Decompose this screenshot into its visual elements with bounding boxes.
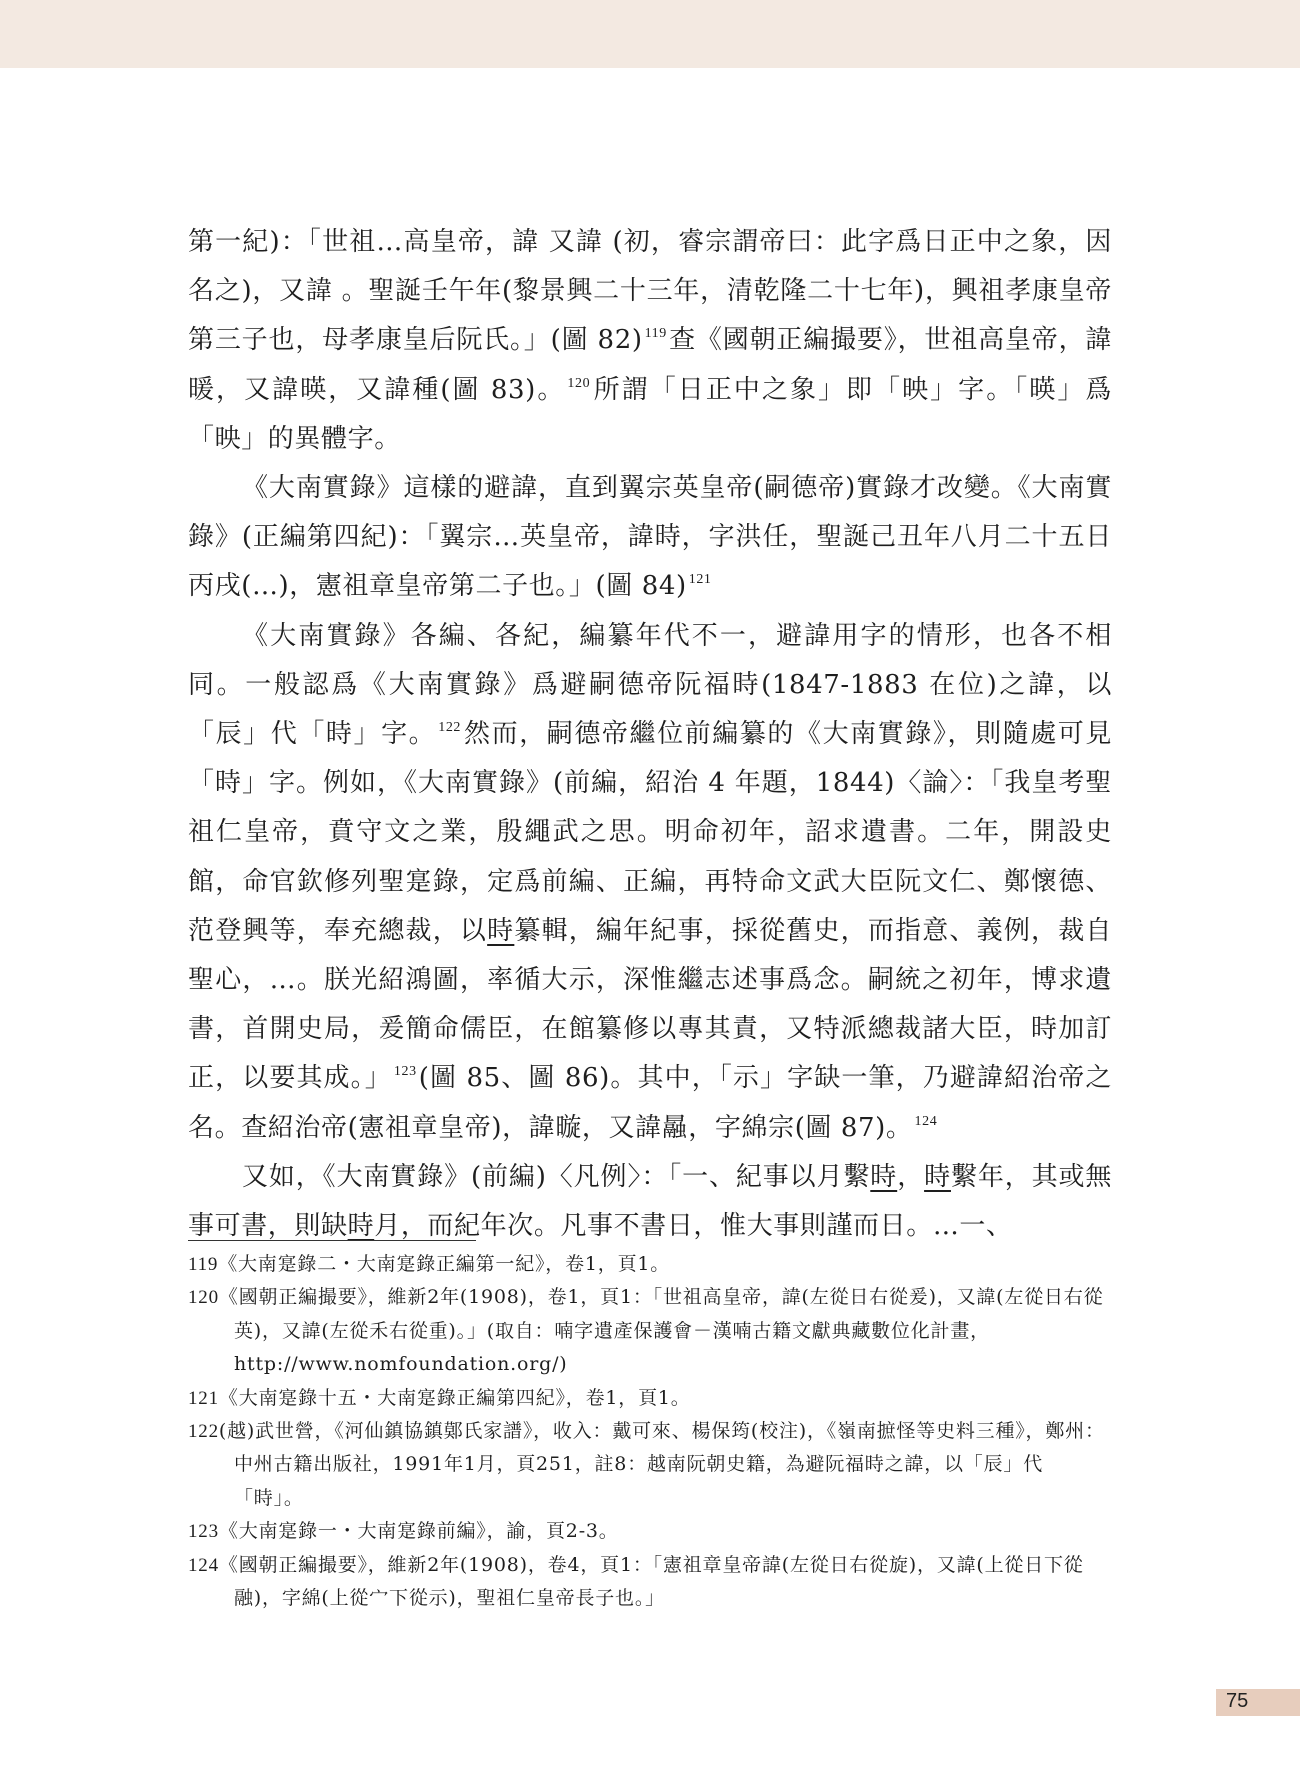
footnote-text: 《國朝正編撮要》，維新2年(1908)，卷4，頁1：「憲祖章皇帝諱(左從日右從旋)，又諱(上從日下從融)，字綿(上從宀下從示)，聖祖仁皇帝長子也。」 — [218, 1553, 1084, 1610]
footnote-ref: 122 — [438, 720, 462, 736]
underlined-char: 時 — [870, 1161, 898, 1192]
footnote-text: (越)武世營，《河仙鎮協鎮鄚氏家譜》，收入：戴可來、楊保筠(校注)，《嶺南摭怪等史料三種》，鄭州：中州古籍出版社，1991年1月，頁251，註8：越南阮朝史籍，為避阮福時之諱，以「辰」代「時」。 — [218, 1420, 1105, 1509]
footnote-124 — [188, 1549, 1112, 1616]
footnote-119 — [188, 1248, 1112, 1281]
underlined-char: 時 — [487, 915, 515, 946]
text-run: 《大南實錄》這樣的避諱，直到翼宗英皇帝(嗣德帝)實錄才改變。《大南實錄》(正編第四紀)：「翼宗…英皇帝，諱時，字洪任，聖誕己丑年八月二十五日丙戌(…)，憲祖章皇帝第二子也。」(圖 84) — [188, 473, 1112, 602]
footnotes — [188, 1248, 1112, 1615]
top-header-band — [0, 0, 1300, 68]
footnote-divider — [188, 1240, 476, 1241]
footnote-number: 124 — [188, 1554, 219, 1576]
page-number: 75 — [1226, 1690, 1249, 1712]
footnote-123 — [188, 1515, 1112, 1548]
text-run: 所謂「日正中之象」即「映」字。「暎」爲「映」的異體字。 — [188, 374, 1112, 454]
text-run: 纂輯，編年紀事，採從舊史，而指意、義例，裁自聖心，…。朕光紹鴻圖，率循大示，深惟繼志述事爲念。嗣統之初年，博求遺書，首開史局，爰簡命儒臣，在館纂修以專其責，又特派總裁諸大臣，時加訂正，以要其成。」 — [188, 915, 1113, 1094]
main-body-text — [188, 218, 1112, 1251]
footnote-number: 122 — [188, 1421, 219, 1443]
footnote-122 — [188, 1415, 1112, 1515]
paragraph — [188, 1153, 1112, 1251]
footnote-number: 120 — [188, 1287, 219, 1309]
text-run: (圖 85、圖 86)。其中，「示」字缺一筆，乃避諱紹治帝之名。查紹治帝(憲祖章皇帝)，諱暶，又諱曧，字綿宗(圖 87)。 — [188, 1063, 1112, 1143]
footnote-text: 《大南寔錄十五・大南寔錄正編第四紀》，卷1，頁1。 — [218, 1386, 691, 1409]
underlined-char: 時 — [347, 1211, 375, 1242]
footnote-number: 119 — [188, 1254, 219, 1275]
text-run: 《大南實錄》各編、各紀，編纂年代不一，避諱用字的情形，也各不相同。一般認爲《大南實錄》爲避嗣德帝阮福時(1847-1883 在位)之諱，以「辰」代「時」字。 — [188, 620, 1112, 750]
footnote-ref: 124 — [914, 1113, 938, 1129]
paragraph — [188, 218, 1112, 464]
footnote-ref: 123 — [393, 1064, 417, 1080]
underlined-char: 時 — [924, 1161, 951, 1192]
text-run: 月，而紀年次。凡事不書日，惟大事則謹而日。…一、 — [374, 1211, 1013, 1242]
text-run: 第一紀)：「世祖…高皇帝，諱 又諱 (初，睿宗謂帝曰：此字爲日正中之象，因名之)，又諱 。聖誕壬午年(黎景興二十三年，清乾隆二十七年)，興祖孝康皇帝第三子也，母孝康皇后阮氏。」(圖 82) — [188, 227, 1112, 356]
footnote-text: 《國朝正編撮要》，維新2年(1908)，卷1，頁1：「世祖高皇帝，諱(左從日右從爰)，又諱(左從日右從英)，又諱(左從禾右從重)。」(取自：喃字遺產保護會－漢喃古籍文獻典藏數位化計畫，http://www.nomfoundation.org/) — [218, 1286, 1104, 1376]
footnote-number: 121 — [188, 1387, 219, 1409]
footnote-ref: 121 — [688, 572, 712, 588]
footnote-120 — [188, 1281, 1112, 1381]
paragraph — [188, 464, 1112, 612]
footnote-ref: 120 — [567, 375, 591, 391]
text-run: 然而，嗣德帝繼位前編纂的《大南實錄》，則隨處可見「時」字。例如，《大南實錄》(前編，紹治 4 年題，1844)〈論〉：「我皇考聖祖仁皇帝，賁守文之業，殷繩武之思。明命初年，詔求遺書。二年，開設史館，命官欽修列聖寔錄，定爲前編、正編，再特命文武大臣阮文仁、鄭懷德、范登興等，奉充總裁，以 — [188, 719, 1112, 946]
paragraph — [188, 612, 1112, 1153]
text-run: ， — [897, 1161, 925, 1192]
text-run: 繫年，其或無事可書，則缺 — [188, 1161, 1112, 1242]
text-run: 又如，《大南實錄》(前編)〈凡例〉：「一、紀事以月繫 — [242, 1161, 871, 1192]
text-run: 查《國朝正編撮要》，世祖高皇帝，諱暖，又諱暎，又諱種(圖 83)。 — [188, 325, 1112, 405]
footnote-text: 《大南寔錄一・大南寔錄前編》，諭，頁2-3。 — [218, 1520, 619, 1543]
page-number-tab — [1216, 1689, 1300, 1716]
footnote-121 — [188, 1382, 1112, 1415]
footnote-number: 123 — [188, 1521, 219, 1543]
footnote-text: 《大南寔錄二・大南寔錄正編第一紀》，卷1，頁1。 — [218, 1253, 671, 1275]
footnote-ref: 119 — [644, 326, 667, 342]
